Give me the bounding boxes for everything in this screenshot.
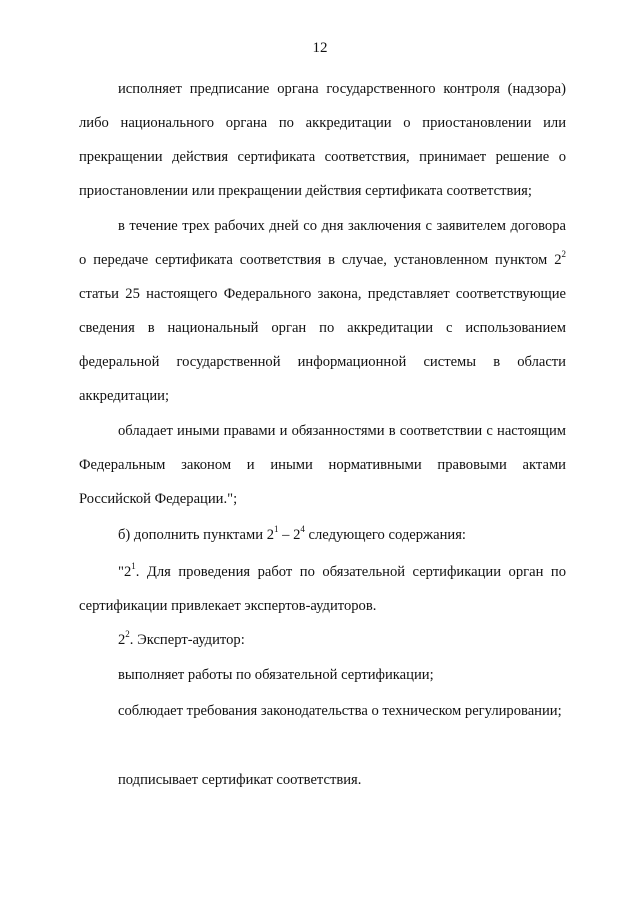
paragraph-4-text-mid: – 2 xyxy=(278,527,301,543)
paragraph-1: исполняет предписание органа государственного контроля (надзора) либо национального органа по аккредитации о приостановлении или прекращении действия сертификата соответствия, принимает решение о приостановлении или прекращении действия сертификата соответствия; xyxy=(79,81,566,199)
paragraph-5-superscript: 1 xyxy=(131,561,136,572)
paragraph-6-text-start: 2 xyxy=(118,632,126,648)
paragraph-8: соблюдает требования законодательства о техническом регулировании; xyxy=(118,703,562,719)
paragraph-4-text-start: б) дополнить пунктами 2 xyxy=(118,527,274,543)
paragraph-2 xyxy=(79,209,566,413)
paragraph-5-text-start: "2 xyxy=(118,564,132,580)
paragraph-2-text-end: статьи 25 настоящего Федерального закона, представляет соответствующие сведения в национальный орган по аккредитации с использованием федеральной государственной информационной системы в области аккредитации; xyxy=(79,286,566,404)
paragraph-5-text-end: . Для проведения работ по обязательной сертификации орган по сертификации привлекает экспертов-аудиторов. xyxy=(79,564,566,614)
paragraph-2-superscript: 2 xyxy=(561,249,566,260)
paragraph-3: обладает иными правами и обязанностями в соответствии с настоящим Федеральным законом и иными нормативными правовыми актами Российской Федерации."; xyxy=(79,423,566,507)
paragraph-2-text-start: в течение трех рабочих дней со дня заключения с заявителем договора о передаче сертификата соответствия в случае, установленном пунктом 2 xyxy=(79,218,566,268)
page-number: 12 xyxy=(312,40,328,56)
paragraph-6 xyxy=(79,623,566,657)
paragraph-9: подписывает сертификат соответствия. xyxy=(118,772,362,788)
paragraph-4-superscript-1: 1 xyxy=(274,524,279,535)
paragraph-4-text-end: следующего содержания: xyxy=(304,527,466,543)
paragraph-4-superscript-2: 4 xyxy=(300,524,305,535)
paragraph-7: выполняет работы по обязательной сертификации; xyxy=(118,667,434,683)
paragraph-6-text-end: . Эксперт-аудитор: xyxy=(129,632,245,648)
paragraph-4 xyxy=(79,518,566,552)
paragraph-5 xyxy=(79,555,566,623)
paragraph-6-superscript: 2 xyxy=(125,629,130,640)
